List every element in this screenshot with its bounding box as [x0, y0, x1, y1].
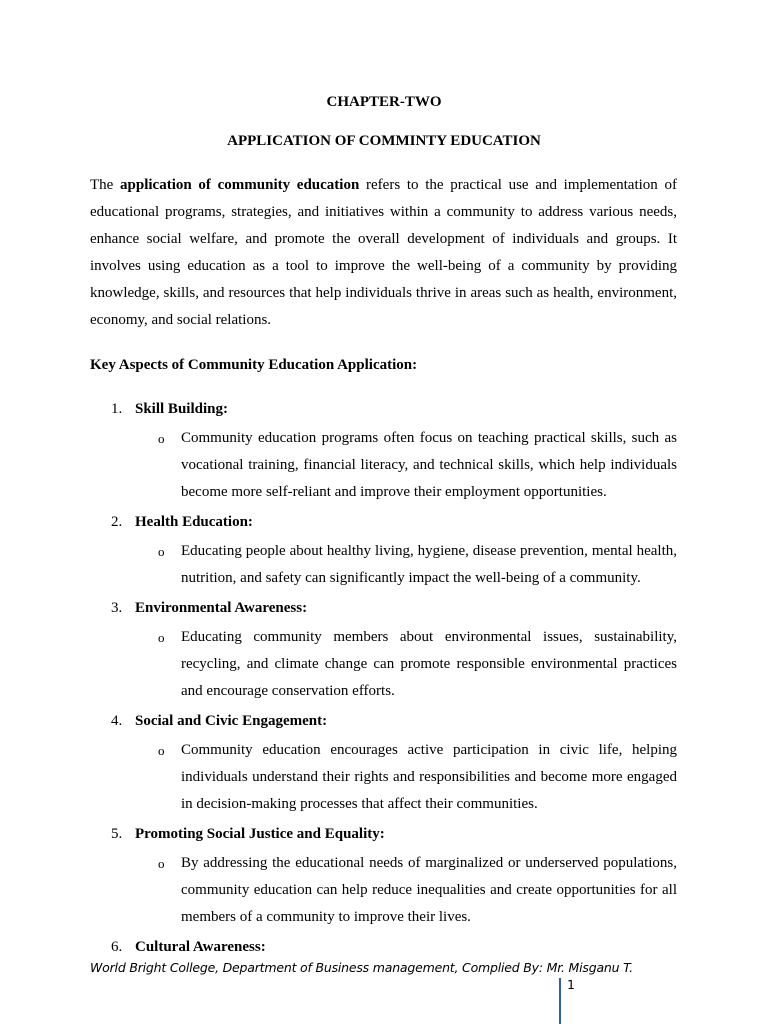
page-number: 1 [567, 977, 575, 992]
bullet-icon: o [158, 630, 165, 645]
list-item-number: 2. [111, 514, 123, 530]
bullet-icon: o [158, 856, 165, 871]
list-item-title: Promoting Social Justice and Equality: [135, 826, 385, 842]
list-item-number: 6. [111, 939, 123, 955]
aspects-list [90, 398, 677, 958]
bullet-icon: o [158, 743, 165, 758]
list-item [90, 398, 677, 506]
list-item-text: By addressing the educational needs of marginalized or underserved populations, community education can help reduce inequalities and create opportunities for all members of a community to improve their lives. [181, 855, 677, 925]
list-item-text: Educating people about healthy living, hygiene, disease prevention, mental health, nutrition, and safety can significantly impact the well-being of a community. [181, 543, 677, 586]
bullet-icon: o [158, 544, 165, 559]
list-item-text: Educating community members about environmental issues, sustainability, recycling, and climate change can promote responsible environmental practices and encourage conservation efforts. [181, 629, 677, 699]
intro-after: refers to the practical use and implementation of educational programs, strategies, and initiatives within a community to address various needs, enhance social welfare, and promote the overall development of individuals and groups. It involves using education as a tool to improve the well-being of a community by providing knowledge, skills, and resources that help individuals thrive in areas such as health, environment, economy, and social relations. [90, 177, 677, 328]
list-item-title: Environmental Awareness: [135, 600, 308, 616]
list-item-text: Community education encourages active participation in civic life, helping individuals understand their rights and responsibilities and become more engaged in decision-making processes that affect their communities. [181, 742, 677, 812]
list-item-title: Skill Building: [135, 401, 228, 417]
list-item-title: Health Education: [135, 514, 253, 530]
intro-bold-term: application of community education [120, 177, 360, 193]
list-item [90, 597, 677, 705]
list-item-title: Cultural Awareness: [135, 939, 266, 955]
list-item [90, 823, 677, 931]
list-item [90, 710, 677, 818]
list-item-text: Community education programs often focus on teaching practical skills, such as vocational training, financial literacy, and technical skills, which help individuals become more self-reliant and improve their employment opportunities. [181, 430, 677, 500]
aspects-heading: Key Aspects of Community Education Application: [90, 357, 418, 373]
intro-paragraph [90, 172, 677, 334]
list-item-bullet [90, 425, 677, 506]
list-item-number: 5. [111, 826, 123, 842]
list-item-bullet [90, 538, 677, 592]
list-item-title: Social and Civic Engagement: [135, 713, 328, 729]
section-title: APPLICATION OF COMMINTY EDUCATION [227, 133, 541, 149]
list-item-bullet [90, 737, 677, 818]
bullet-icon: o [158, 431, 165, 446]
list-item-number: 4. [111, 713, 123, 729]
list-item [90, 511, 677, 592]
list-item-bullet [90, 850, 677, 931]
list-item-bullet [90, 624, 677, 705]
list-item [90, 936, 677, 958]
chapter-title: CHAPTER-TWO [326, 94, 442, 110]
list-item-number: 1. [111, 401, 123, 417]
list-item-number: 3. [111, 600, 123, 616]
page-number-divider [559, 978, 561, 1024]
page-footer: World Bright College, Department of Business management, Complied By: Mr. Misganu T. [90, 960, 633, 975]
intro-before: The [90, 177, 121, 193]
